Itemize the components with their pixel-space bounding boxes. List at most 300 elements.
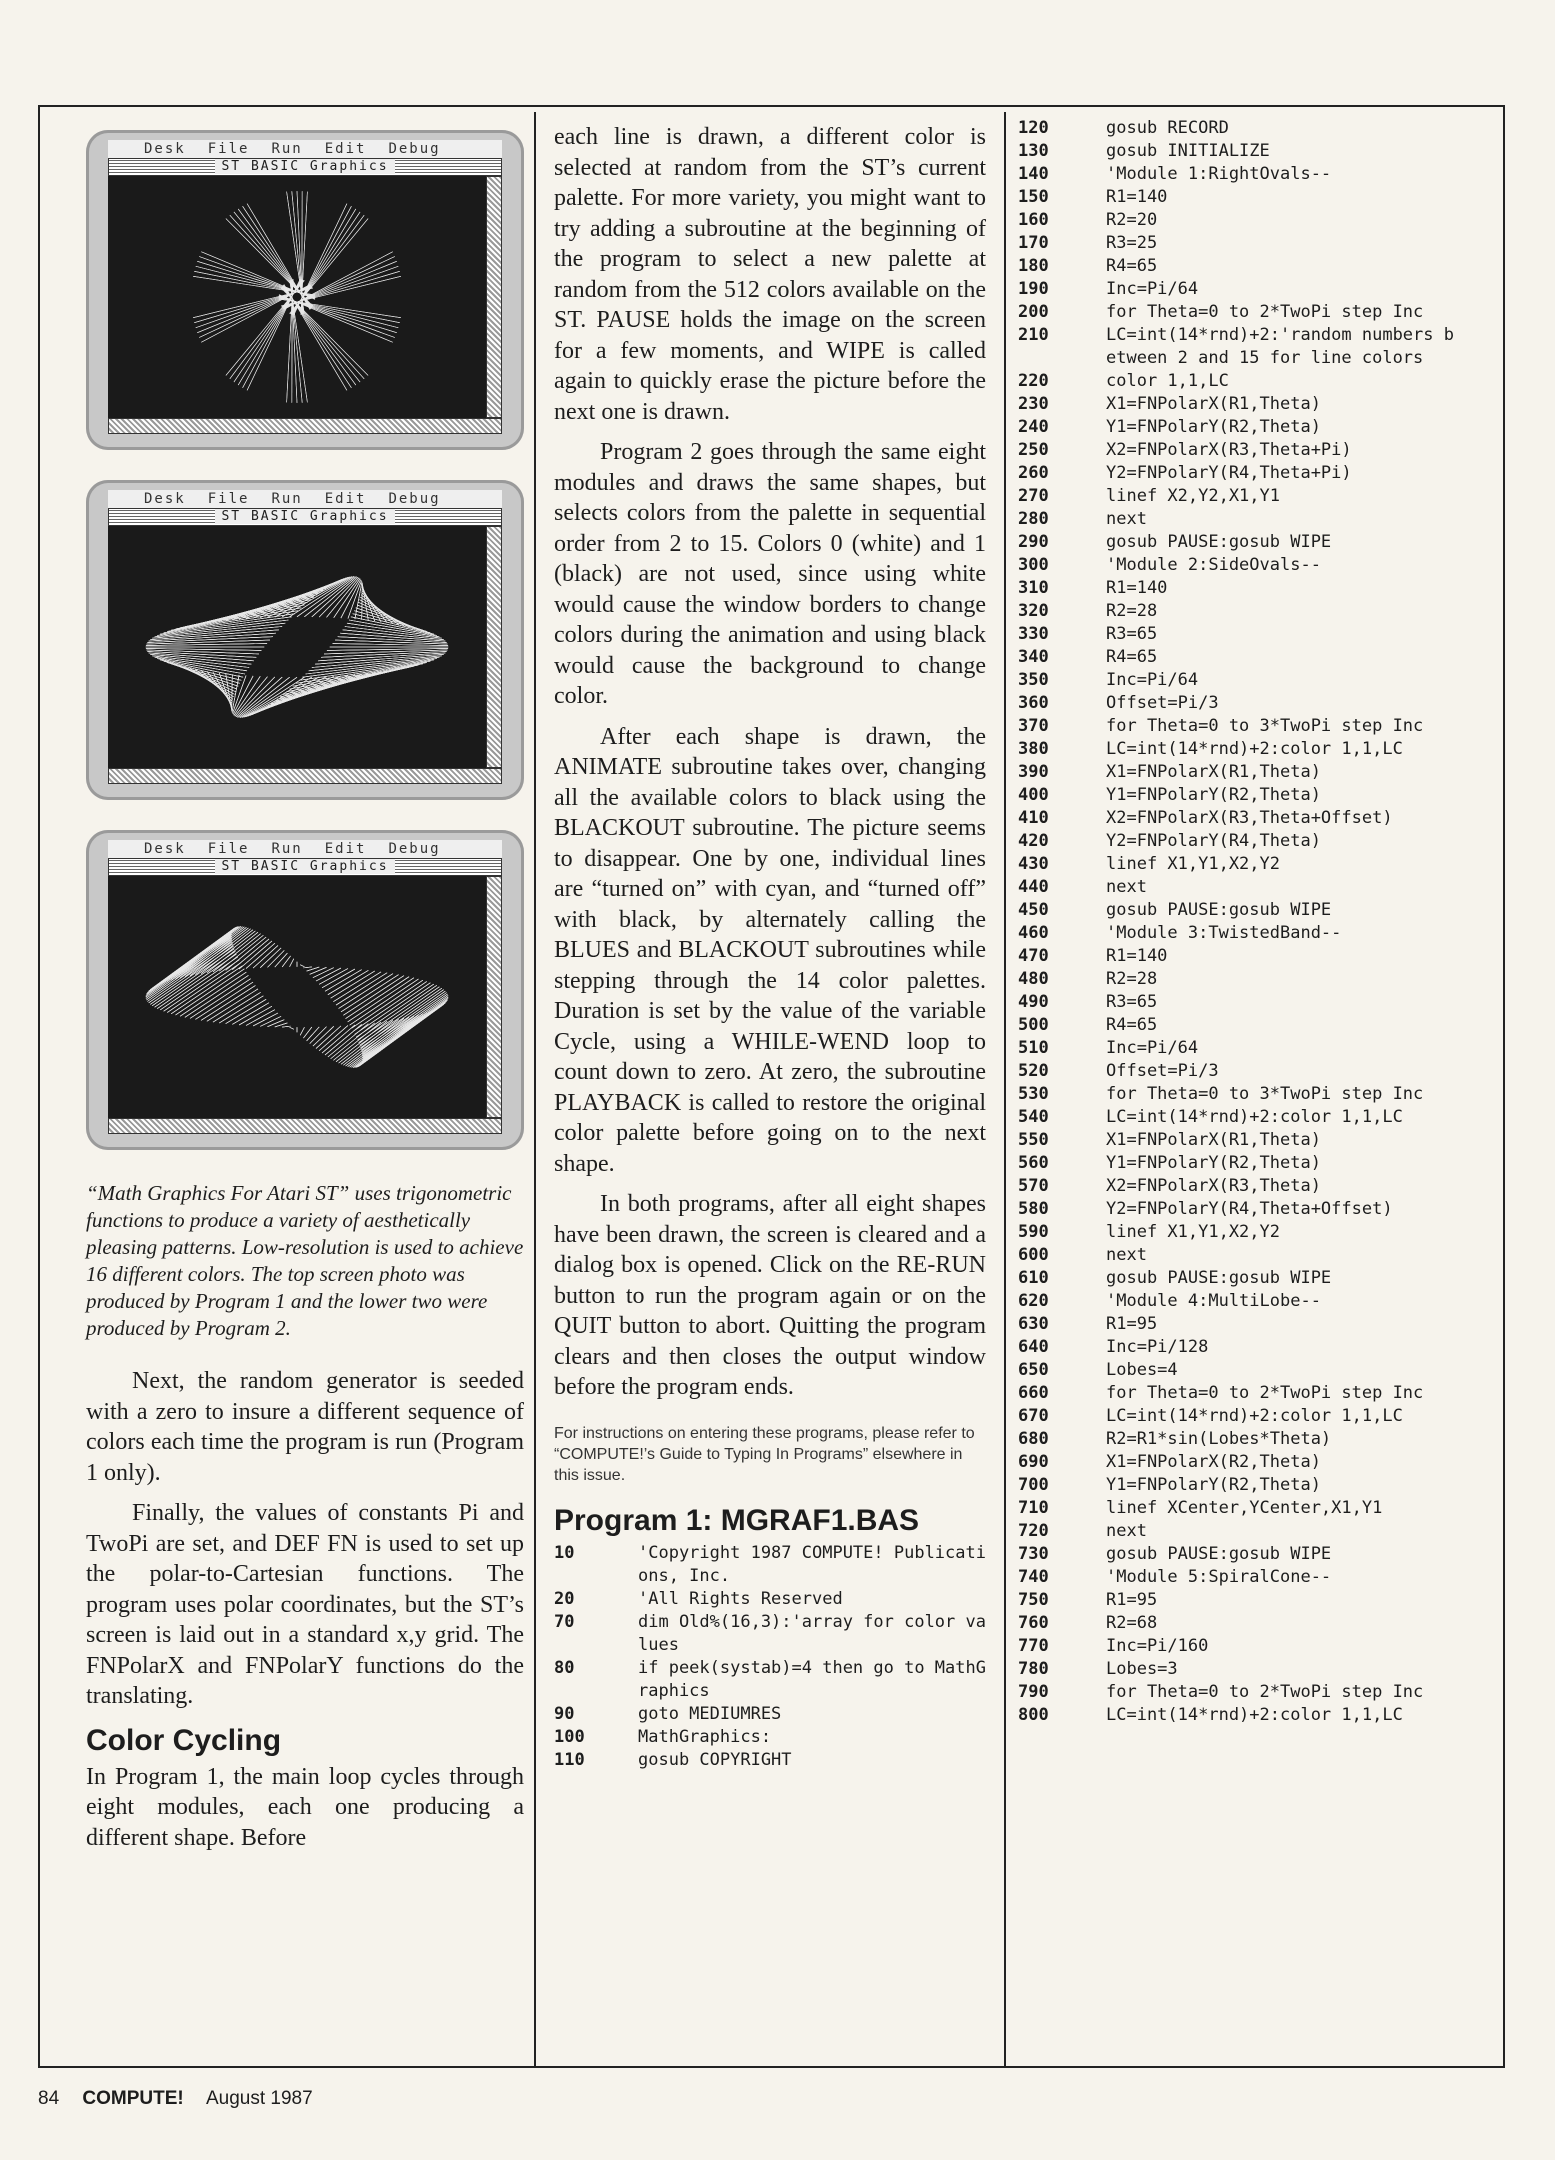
- code-text: R2=28: [1106, 969, 1158, 989]
- line-number: 570: [1018, 1176, 1049, 1196]
- window-title: ST BASIC Graphics: [215, 509, 394, 524]
- code-text: 'All Rights Reserved: [638, 1588, 843, 1609]
- vertical-scrollbar[interactable]: [486, 176, 502, 418]
- code-line: [1018, 163, 1454, 186]
- code-text: for Theta=0 to 2*TwoPi step Inc: [1106, 302, 1424, 322]
- line-number: 520: [1018, 1061, 1049, 1081]
- code-text: gosub PAUSE:gosub WIPE: [1106, 900, 1332, 920]
- code-text: R2=R1*sin(Lobes*Theta): [1106, 1429, 1332, 1449]
- pattern-line: [303, 967, 311, 968]
- pattern-line: [246, 1010, 275, 1026]
- code-text: Inc=Pi/64: [1106, 279, 1199, 299]
- pattern-line: [338, 637, 447, 643]
- pattern-line: [282, 577, 350, 617]
- code-text: Lobes=3: [1106, 1659, 1178, 1679]
- menu-item: Edit: [324, 491, 367, 507]
- line-number: 270: [1018, 486, 1049, 506]
- code-line: [1018, 1037, 1454, 1060]
- code-line: [1018, 623, 1454, 646]
- menu-item: Run: [271, 491, 303, 507]
- code-text: R1=140: [1106, 187, 1168, 207]
- column-3: [1018, 117, 1454, 1727]
- line-number: 530: [1018, 1084, 1049, 1104]
- code-line: [1018, 922, 1454, 945]
- line-number: 660: [1018, 1383, 1049, 1403]
- menu-item: Edit: [324, 841, 367, 857]
- paragraph: Next, the random generator is seeded with a zero to insure a different sequence of colors each time the program is run (Program 1 only).: [86, 1368, 524, 1486]
- pattern-line: [333, 644, 449, 646]
- pattern-line: [286, 666, 414, 692]
- line-number: 390: [1018, 762, 1049, 782]
- code-text: gosub PAUSE:gosub WIPE: [1106, 532, 1332, 552]
- pattern-line: [157, 659, 245, 674]
- code-text: gosub INITIALIZE: [1106, 141, 1270, 161]
- pattern-line: [336, 973, 387, 1005]
- code-text: gosub PAUSE:gosub WIPE: [1106, 1544, 1332, 1564]
- line-number: 760: [1018, 1613, 1049, 1633]
- code-line: [1018, 1658, 1454, 1681]
- code-line: [1018, 1152, 1454, 1175]
- pattern-line: [146, 938, 232, 999]
- menu-item: File: [207, 841, 250, 857]
- code-text: if peek(systab)=4 then go to MathGraphics: [638, 1657, 986, 1701]
- code-text: LC=int(14*rnd)+2:color 1,1,LC: [1106, 1107, 1403, 1127]
- line-number: 190: [1018, 279, 1049, 299]
- line-number: 260: [1018, 463, 1049, 483]
- line-number: 20: [554, 1588, 575, 1609]
- paragraph: In Program 1, the main loop cycles through eight modules, each one producing a different shape. Before: [86, 1763, 524, 1851]
- pattern-line: [146, 640, 269, 644]
- pattern-line: [313, 1026, 334, 1046]
- code-line: [1018, 1221, 1454, 1244]
- line-number: 330: [1018, 624, 1049, 644]
- code-text: for Theta=0 to 2*TwoPi step Inc: [1106, 1383, 1424, 1403]
- pattern-line: [319, 1025, 348, 1050]
- code-line: [1018, 784, 1454, 807]
- line-number: 550: [1018, 1130, 1049, 1150]
- window-title: ST BASIC Graphics: [215, 159, 394, 174]
- code-line: [554, 1726, 986, 1749]
- code-line: [1018, 692, 1454, 715]
- line-number: 410: [1018, 808, 1049, 828]
- pattern-line: [322, 969, 355, 988]
- code-line: [1018, 876, 1454, 899]
- pattern-drawing: [108, 876, 486, 1118]
- line-number: 300: [1018, 555, 1049, 575]
- code-line: [1018, 1520, 1454, 1543]
- code-text: Y1=FNPolarY(R2,Theta): [1106, 417, 1321, 437]
- pattern-line: [147, 651, 256, 657]
- program-heading: Program 1: MGRAF1.BAS: [554, 1503, 920, 1537]
- code-text: R1=140: [1106, 578, 1168, 598]
- code-line: [1018, 1543, 1454, 1566]
- code-text: next: [1106, 877, 1147, 897]
- code-text: for Theta=0 to 3*TwoPi step Inc: [1106, 1084, 1424, 1104]
- line-number: 650: [1018, 1360, 1049, 1380]
- code-text: LC=int(14*rnd)+2:'random numbers between 2 and 15 for line colors: [1106, 325, 1454, 368]
- pattern-line: [252, 676, 341, 715]
- line-number: 740: [1018, 1567, 1049, 1587]
- pattern-line: [164, 926, 240, 982]
- code-line: [1018, 1635, 1454, 1658]
- code-text: 'Module 5:SpiralCone--: [1106, 1567, 1332, 1587]
- menu-item: File: [207, 491, 250, 507]
- line-number: 420: [1018, 831, 1049, 851]
- line-number: 490: [1018, 992, 1049, 1012]
- vertical-scrollbar[interactable]: [486, 526, 502, 768]
- code-line: [1018, 531, 1454, 554]
- code-text: Y1=FNPolarY(R2,Theta): [1106, 1153, 1321, 1173]
- graphics-canvas: [108, 176, 486, 418]
- pattern-line: [207, 989, 258, 1021]
- menu-item: Debug: [388, 141, 441, 157]
- code-text: X1=FNPolarX(R1,Theta): [1106, 1130, 1321, 1150]
- pattern-line: [354, 611, 426, 632]
- menu-item: Desk: [144, 141, 186, 157]
- code-text: Offset=Pi/3: [1106, 1061, 1219, 1081]
- pattern-line: [250, 676, 334, 715]
- code-line: [1018, 1083, 1454, 1106]
- code-line: [1018, 1106, 1454, 1129]
- line-number: 440: [1018, 877, 1049, 897]
- code-line: [1018, 1451, 1454, 1474]
- code-listing: [554, 1542, 986, 1772]
- code-text: linef X1,Y1,X2,Y2: [1106, 1222, 1280, 1242]
- code-line: [1018, 807, 1454, 830]
- code-line: [1018, 1589, 1454, 1612]
- pattern-line: [232, 939, 269, 970]
- code-text: linef X2,Y2,X1,Y1: [1106, 486, 1280, 506]
- code-line: [1018, 1474, 1454, 1497]
- pattern-line: [275, 1023, 288, 1027]
- code-line: [1018, 1497, 1454, 1520]
- pattern-line: [180, 972, 246, 1016]
- line-number: 150: [1018, 187, 1049, 207]
- code-line: [554, 1749, 986, 1772]
- pattern-line: [226, 280, 305, 375]
- line-number: 230: [1018, 394, 1049, 414]
- code-text: X2=FNPolarX(R3,Theta+Offset): [1106, 808, 1393, 828]
- code-line: [1018, 1428, 1454, 1451]
- pattern-line: [290, 219, 369, 314]
- code-line: [1018, 1290, 1454, 1313]
- code-line: [1018, 945, 1454, 968]
- screenshot: [86, 830, 524, 1150]
- line-number: 90: [554, 1703, 575, 1724]
- column-1: [86, 130, 524, 1863]
- code-text: gosub PAUSE:gosub WIPE: [1106, 1268, 1332, 1288]
- pattern-line: [232, 1003, 269, 1025]
- code-text: 'Module 1:RightOvals--: [1106, 164, 1332, 184]
- line-number: 790: [1018, 1682, 1049, 1702]
- line-number: 670: [1018, 1406, 1049, 1426]
- line-number: 540: [1018, 1107, 1049, 1127]
- pattern-line: [325, 970, 362, 992]
- typing-note: For instructions on entering these programs, please refer to “COMPUTE!’s Guide to Typing In Programs” elsewhere in this issue.: [554, 1424, 975, 1484]
- line-number: 210: [1018, 325, 1049, 345]
- horizontal-scrollbar[interactable]: [108, 768, 502, 784]
- line-number: 370: [1018, 716, 1049, 736]
- line-number: 800: [1018, 1705, 1049, 1725]
- line-number: 460: [1018, 923, 1049, 943]
- code-text: gosub COPYRIGHT: [638, 1749, 792, 1770]
- pattern-line: [328, 970, 368, 994]
- menu-bar: [108, 490, 502, 508]
- horizontal-scrollbar[interactable]: [108, 418, 502, 434]
- code-line: [1018, 1313, 1454, 1336]
- pattern-line: [146, 644, 267, 646]
- pattern-drawing: [108, 526, 486, 768]
- code-line: [1018, 370, 1454, 393]
- code-line: [1018, 899, 1454, 922]
- pattern-line: [309, 657, 440, 671]
- code-line: [1018, 1267, 1454, 1290]
- pattern-line: [160, 927, 237, 984]
- line-number: 690: [1018, 1452, 1049, 1472]
- code-text: R1=95: [1106, 1590, 1158, 1610]
- code-text: R3=65: [1106, 992, 1158, 1012]
- code-line: [1018, 1612, 1454, 1635]
- pattern-line: [307, 1027, 320, 1041]
- pattern-line: [267, 1020, 284, 1027]
- code-line: [1018, 669, 1454, 692]
- pattern-line: [339, 974, 393, 1009]
- code-line: [1018, 324, 1454, 370]
- line-number: 170: [1018, 233, 1049, 253]
- code-text: Inc=Pi/160: [1106, 1636, 1209, 1656]
- line-number: 70: [554, 1611, 575, 1632]
- screenshot: [86, 480, 524, 800]
- pattern-line: [345, 627, 442, 639]
- section-heading: Color Cycling: [86, 1723, 282, 1757]
- pattern-line: [239, 1006, 272, 1025]
- column-rule: [534, 112, 536, 2067]
- pattern-line: [146, 650, 258, 654]
- code-text: for Theta=0 to 3*TwoPi step Inc: [1106, 716, 1424, 736]
- line-number: 310: [1018, 578, 1049, 598]
- menu-item: Run: [271, 141, 303, 157]
- line-number: 290: [1018, 532, 1049, 552]
- pattern-line: [244, 677, 312, 717]
- code-text: Y2=FNPolarY(R4,Theta): [1106, 831, 1321, 851]
- code-text: X2=FNPolarX(R3,Theta+Pi): [1106, 440, 1352, 460]
- pattern-line: [324, 650, 447, 654]
- line-number: 130: [1018, 141, 1049, 161]
- code-line: [1018, 646, 1454, 669]
- line-number: 590: [1018, 1222, 1049, 1242]
- code-line: [554, 1611, 986, 1657]
- line-number: 140: [1018, 164, 1049, 184]
- paragraph: Finally, the values of constants Pi and TwoPi are set, and DEF FN is used to set up the polar-to-Cartesian functions. The program uses polar coordinates, but the ST’s screen is laid out in a standard x,y grid. The FNPolarX and FNPolarY functions do the translating.: [86, 1500, 524, 1709]
- code-text: LC=int(14*rnd)+2:color 1,1,LC: [1106, 1705, 1403, 1725]
- pattern-line: [282, 1026, 290, 1027]
- code-text: linef XCenter,YCenter,X1,Y1: [1106, 1498, 1383, 1518]
- code-line: [1018, 140, 1454, 163]
- pattern-line: [284, 284, 347, 390]
- menu-item: Edit: [324, 141, 367, 157]
- code-line: [1018, 232, 1454, 255]
- code-line: [1018, 209, 1454, 232]
- pattern-line: [327, 648, 448, 650]
- code-text: LC=int(14*rnd)+2:color 1,1,LC: [1106, 1406, 1403, 1426]
- line-number: 380: [1018, 739, 1049, 759]
- line-number: 710: [1018, 1498, 1049, 1518]
- menu-bar: [108, 140, 502, 158]
- code-line: [1018, 761, 1454, 784]
- pattern-line: [300, 1027, 304, 1035]
- code-text: next: [1106, 509, 1147, 529]
- code-text: R4=65: [1106, 1015, 1158, 1035]
- code-line: [1018, 301, 1454, 324]
- line-number: 10: [554, 1542, 575, 1563]
- paragraph: Program 2 goes through the same eight modules and draws the same shapes, but selects colors from the palette in sequential order from 2 to 15. Colors 0 (white) and 1 (black) are not used, since using white would cause the window borders to change colors during the animation and using black would cause the background to change color.: [554, 439, 986, 709]
- code-text: X1=FNPolarX(R2,Theta): [1106, 1452, 1321, 1472]
- code-line: [1018, 117, 1454, 140]
- page-number: 84: [38, 2088, 60, 2109]
- line-number: 480: [1018, 969, 1049, 989]
- code-line: [1018, 554, 1454, 577]
- pattern-line: [226, 999, 266, 1023]
- line-number: 600: [1018, 1245, 1049, 1265]
- code-line: [1018, 393, 1454, 416]
- code-text: Y2=FNPolarY(R4,Theta+Offset): [1106, 1199, 1393, 1219]
- line-number: 400: [1018, 785, 1049, 805]
- code-text: Inc=Pi/64: [1106, 1038, 1199, 1058]
- code-line: [1018, 255, 1454, 278]
- code-text: 'Module 4:MultiLobe--: [1106, 1291, 1321, 1311]
- line-number: 780: [1018, 1659, 1049, 1679]
- code-line: [554, 1657, 986, 1703]
- code-line: [1018, 600, 1454, 623]
- code-line: [1018, 1566, 1454, 1589]
- figure-caption: “Math Graphics For Atari ST” uses trigonometric functions to produce a variety of aesthetically pleasing patterns. Low-resolution is used to achieve 16 different colors. The top screen photo was produced by Program 1 and the lower two were produced by Program 2.: [86, 1181, 524, 1340]
- line-number: 340: [1018, 647, 1049, 667]
- code-text: goto MEDIUMRES: [638, 1703, 782, 1724]
- code-text: R3=65: [1106, 624, 1158, 644]
- code-line: [1018, 853, 1454, 876]
- pattern-line: [348, 978, 414, 1022]
- code-line: [554, 1542, 986, 1588]
- pattern-line: [313, 968, 334, 978]
- menu-item: Run: [271, 841, 303, 857]
- pattern-drawing: [108, 176, 486, 418]
- code-line: [1018, 1359, 1454, 1382]
- pattern-line: [275, 953, 288, 967]
- pattern-line: [201, 986, 255, 1021]
- magazine-name: COMPUTE!: [82, 2088, 184, 2109]
- pattern-line: [253, 579, 342, 618]
- code-line: [1018, 1405, 1454, 1428]
- code-text: LC=int(14*rnd)+2:color 1,1,LC: [1106, 739, 1403, 759]
- code-listing: [1018, 117, 1454, 1727]
- code-line: [1018, 968, 1454, 991]
- paragraph: each line is drawn, a different color is selected at random from the ST’s current palette. For more variety, you might want to try adding a subroutine at the beginning of the program to select a new palette at random from the 512 colors available on the ST. PAUSE holds the image on the screen for a few moments, and WIPE is called again to quickly erase the picture before the next one is drawn.: [554, 124, 986, 425]
- pattern-line: [310, 967, 327, 974]
- code-line: [1018, 1129, 1454, 1152]
- code-line: [1018, 1336, 1454, 1359]
- code-text: Y2=FNPolarY(R4,Theta+Pi): [1106, 463, 1352, 483]
- code-text: dim Old%(16,3):'array for color values: [638, 1611, 986, 1655]
- code-text: color 1,1,LC: [1106, 371, 1229, 391]
- code-text: R2=68: [1106, 1613, 1158, 1633]
- pattern-line: [180, 602, 308, 628]
- pattern-line: [290, 1027, 294, 1029]
- code-line: [1018, 278, 1454, 301]
- menu-item: Debug: [388, 491, 441, 507]
- pattern-line: [356, 1010, 433, 1067]
- code-text: X2=FNPolarX(R3,Theta): [1106, 1176, 1321, 1196]
- pattern-line: [319, 969, 348, 985]
- pattern-line: [260, 579, 344, 618]
- pattern-line: [255, 675, 348, 713]
- code-text: R2=28: [1106, 601, 1158, 621]
- code-text: Lobes=4: [1106, 1360, 1178, 1380]
- line-number: 700: [1018, 1475, 1049, 1495]
- line-number: 110: [554, 1749, 585, 1770]
- pattern-line: [362, 993, 447, 1053]
- code-line: [1018, 1681, 1454, 1704]
- code-line: [1018, 1014, 1454, 1037]
- code-line: [1018, 1198, 1454, 1221]
- graphics-canvas: [108, 876, 486, 1118]
- line-number: 240: [1018, 417, 1049, 437]
- pattern-line: [155, 623, 286, 637]
- pattern-line: [185, 928, 249, 977]
- pattern-line: [157, 927, 236, 985]
- column-2: [554, 122, 986, 1772]
- graphics-canvas: [108, 526, 486, 768]
- code-text: Y1=FNPolarY(R2,Theta): [1106, 785, 1321, 805]
- vertical-scrollbar[interactable]: [486, 876, 502, 1118]
- line-number: 100: [554, 1726, 585, 1747]
- code-line: [1018, 485, 1454, 508]
- code-line: [1018, 577, 1454, 600]
- line-number: 250: [1018, 440, 1049, 460]
- line-number: 580: [1018, 1199, 1049, 1219]
- code-line: [1018, 1175, 1454, 1198]
- code-line: [1018, 1244, 1454, 1267]
- code-text: R4=65: [1106, 256, 1158, 276]
- window-title-bar: [108, 158, 502, 176]
- line-number: 560: [1018, 1153, 1049, 1173]
- page-footer: [38, 2088, 331, 2110]
- pattern-line: [358, 1009, 437, 1067]
- pattern-line: [307, 967, 320, 971]
- pattern-line: [260, 948, 281, 968]
- code-line: [1018, 991, 1454, 1014]
- line-number: 750: [1018, 1590, 1049, 1610]
- window-title-bar: [108, 858, 502, 876]
- code-text: Y1=FNPolarY(R2,Theta): [1106, 1475, 1321, 1495]
- line-number: 200: [1018, 302, 1049, 322]
- line-number: 630: [1018, 1314, 1049, 1334]
- code-line: [1018, 738, 1454, 761]
- line-number: 350: [1018, 670, 1049, 690]
- paragraph: After each shape is drawn, the ANIMATE subroutine takes over, changing all the available colors to black using the BLACKOUT subroutine. The picture seems to disappear. One by one, individual lines are “turned on” with cyan, and “turned off” with black, by alternately calling the BLUES and BLACKOUT subroutines while stepping through the 14 color palettes. Duration is set by the value of the variable Cycle, using a WHILE-WEND loop to count down to zero. At zero, the subroutine PLAYBACK is called to restore the original color palette before going on to the next shape.: [554, 723, 986, 1177]
- horizontal-scrollbar[interactable]: [108, 1118, 502, 1134]
- menu-item: Desk: [144, 491, 186, 507]
- code-text: X1=FNPolarX(R1,Theta): [1106, 394, 1321, 414]
- menu-item: File: [207, 141, 250, 157]
- code-text: Offset=Pi/3: [1106, 693, 1219, 713]
- line-number: 470: [1018, 946, 1049, 966]
- code-text: R2=20: [1106, 210, 1158, 230]
- code-text: MathGraphics:: [638, 1726, 772, 1747]
- line-number: 500: [1018, 1015, 1049, 1035]
- code-line: [1018, 439, 1454, 462]
- line-number: 770: [1018, 1636, 1049, 1656]
- line-number: 360: [1018, 693, 1049, 713]
